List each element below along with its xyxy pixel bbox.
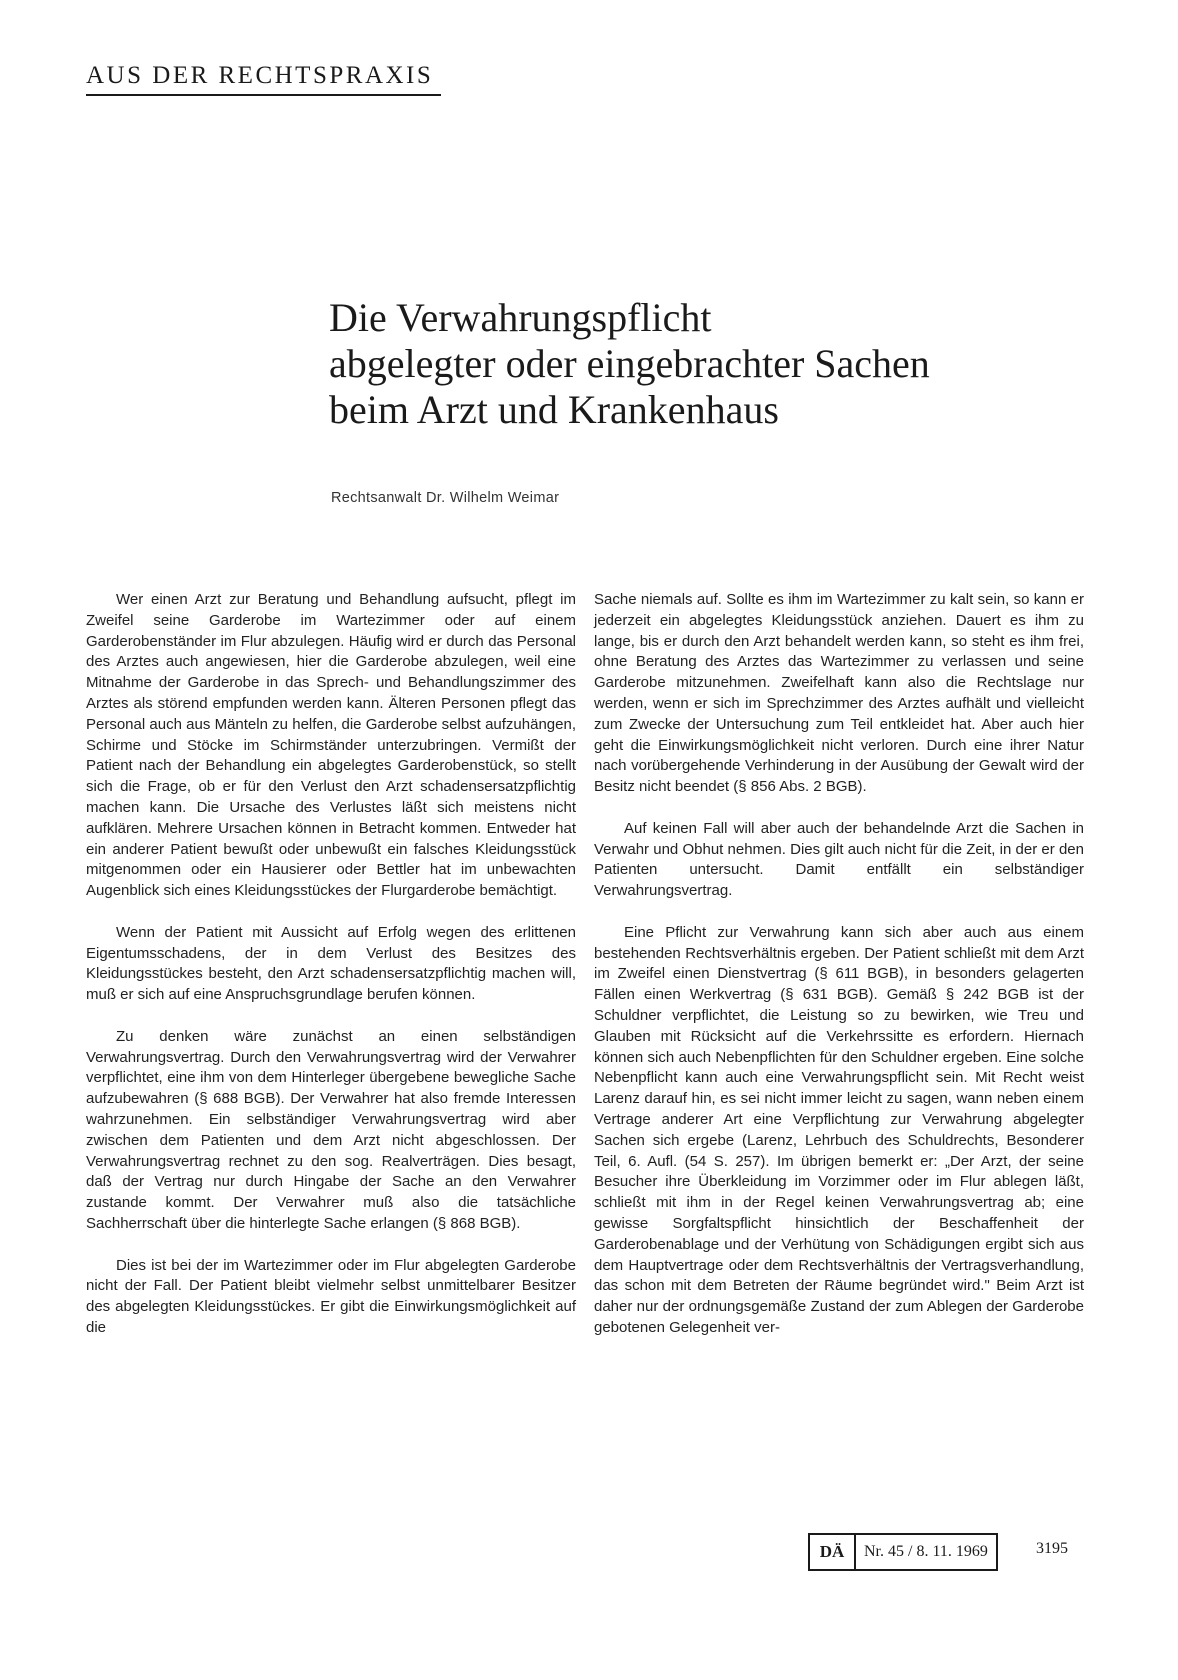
- right-column: [594, 590, 1084, 1359]
- paragraph: Zu denken wäre zunächst an einen selbständigen Verwahrungsvertrag. Durch den Verwahrungsvertrag wird der Verwahrer verpflichtet, eine ihm von dem Hinterleger übergebene bewegliche Sache aufzubewahren (§ 688 BGB). Der Verwahrer hat also fremde Interessen wahrzunehmen. Ein selbständiger Verwahrungsvertrag wird aber zwischen dem Patienten und dem Arzt nicht abgeschlossen. Der Verwahrungsvertrag rechnet zu den sog. Realverträgen. Dies besagt, daß der Vertrag nur durch Hingabe der Sache an den Verwahrer zustande kommt. Der Verwahrer muß also die tatsächliche Sachherrschaft über die hinterlegte Sache erlangen (§ 868 BGB).: [86, 1027, 576, 1232]
- paragraph: Dies ist bei der im Wartezimmer oder im Flur abgelegten Garderobe nicht der Fall. Der Patient bleibt vielmehr selbst unmittelbarer Besitzer des abgelegten Kleidungsstückes. Er gibt die Einwirkungsmöglichkeit auf die: [86, 1256, 576, 1336]
- left-column: [86, 590, 576, 1359]
- paragraph: Wer einen Arzt zur Beratung und Behandlung aufsucht, pflegt im Zweifel seine Garderobe im Wartezimmer oder auf einem Garderobenständer im Flur abzulegen. Häufig wird er durch das Personal des Arztes auch angewiesen, hier die Garderobe abzulegen, weil eine Mitnahme der Garderobe in das Sprech- und Behandlungszimmer des Arztes als störend empfunden werden kann. Älteren Personen pflegt das Personal auch aus Mänteln zu helfen, die Garderobe selbst aufzuhängen, Schirme und Stöcke im Schirmständer unterzubringen. Vermißt der Patient nach der Behandlung ein abgelegtes Garderobenstück, so stellt sich die Frage, ob er für den Verlust den Arzt schadensersatzpflichtig machen kann. Die Ursache des Verlustes läßt sich meistens nicht aufklären. Mehrere Ursachen können in Betracht kommen. Entweder hat ein anderer Patient bewußt oder unbewußt ein falsches Kleidungsstück mitgenommen oder ein Hausierer oder Bettler hat im unbewachten Augenblick sich eines Kleidungsstückes der Flurgarderobe bemächtigt.: [86, 591, 576, 900]
- paragraph: Eine Pflicht zur Verwahrung kann sich aber auch aus einem bestehenden Rechtsverhältnis ergeben. Der Patient schließt mit dem Arzt im Zweifel einen Dienstvertrag (§ 611 BGB), in besonders gelagerten Fällen einen Werkvertrag (§ 631 BGB). Gemäß § 242 BGB ist der Schuldner verpflichtet, die Leistung so zu bewirken, wie Treu und Glauben mit Rücksicht auf die Verkehrssitte es erfordern. Hiernach können sich auch Nebenpflichten für den Schuldner ergeben. Eine solche Nebenpflicht kann auch eine Verwahrungspflicht sein. Mit Recht weist Larenz darauf hin, es sei nicht immer leicht zu sagen, wann neben einem Vertrage anderer Art eine Verpflichtung zur Verwahrung abgelegter Sachen sich ergebe (Larenz, Lehrbuch des Schuldrechts, Besonderer Teil, 6. Aufl. (54 S. 257). Im übrigen bemerkt er: „Der Arzt, der seine Besucher ihre Überkleidung im Vorzimmer oder im Flur ablegen läßt, schließt mit ihm in der Regel keinen Verwahrungsvertrag ab; eine gewisse Sorgfaltspflicht hinsichtlich der Beschaffenheit der Garderobenablage und der Verhütung von Schädigungen ergibt sich aus dem Hauptvertrage oder dem Rechtsverhältnis der Vertragsverhandlung, das schon mit dem Betreten der Räume begründet wird." Beim Arzt ist daher nur der ordnungsgemäße Zustand der zum Ablegen der Garderobe gebotenen Gelegenheit ver-: [594, 923, 1084, 1336]
- page-number: 3195: [1036, 1540, 1068, 1557]
- journal-issue-box: [808, 1533, 998, 1571]
- paragraph-continued: Sache niemals auf. Sollte es ihm im Wartezimmer zu kalt sein, so kann er jederzeit ein abgelegtes Kleidungsstück anziehen. Dauert es ihm zu lange, bis er durch den Arzt behandelt werden kann, so steht es ihm frei, ohne Beratung des Arztes das Wartezimmer zu verlassen und seine Garderobe mitzunehmen. Zweifelhaft kann also die Rechtslage nur werden, wenn er sich im Sprechzimmer des Arztes aufhält und vielleicht zum Zwecke der Untersuchung zum Teil entkleidet hat. Aber auch hier geht die Einwirkungsmöglichkeit nicht verloren. Durch eine ihrer Natur nach vorübergehende Verhinderung in der Ausübung der Gewalt wird der Besitz nicht beendet (§ 856 Abs. 2 BGB).: [594, 591, 1084, 796]
- title-line: beim Arzt und Krankenhaus: [329, 387, 779, 432]
- article-title: [329, 295, 1129, 433]
- section-heading: AUS DER RECHTSPRAXIS: [86, 60, 441, 96]
- journal-logo: DÄ: [810, 1535, 856, 1569]
- paragraph: Auf keinen Fall will aber auch der behandelnde Arzt die Sachen in Verwahr und Obhut nehmen. Dies gilt auch nicht für die Zeit, in der er den Patienten untersucht. Damit entfällt ein selbständiger Verwahrungsvertrag.: [594, 819, 1084, 900]
- author-byline: Rechtsanwalt Dr. Wilhelm Weimar: [331, 490, 560, 506]
- issue-info: Nr. 45 / 8. 11. 1969: [864, 1543, 988, 1560]
- paragraph: Wenn der Patient mit Aussicht auf Erfolg wegen des erlittenen Eigentumsschadens, der in dem Verlust des Besitzes des Kleidungsstückes besteht, den Arzt schadensersatzpflichtig machen will, muß er sich auf eine Anspruchsgrundlage berufen können.: [86, 923, 576, 1004]
- title-line: Die Verwahrungspflicht: [329, 295, 712, 340]
- title-line: abgelegter oder eingebrachter Sachen: [329, 341, 930, 386]
